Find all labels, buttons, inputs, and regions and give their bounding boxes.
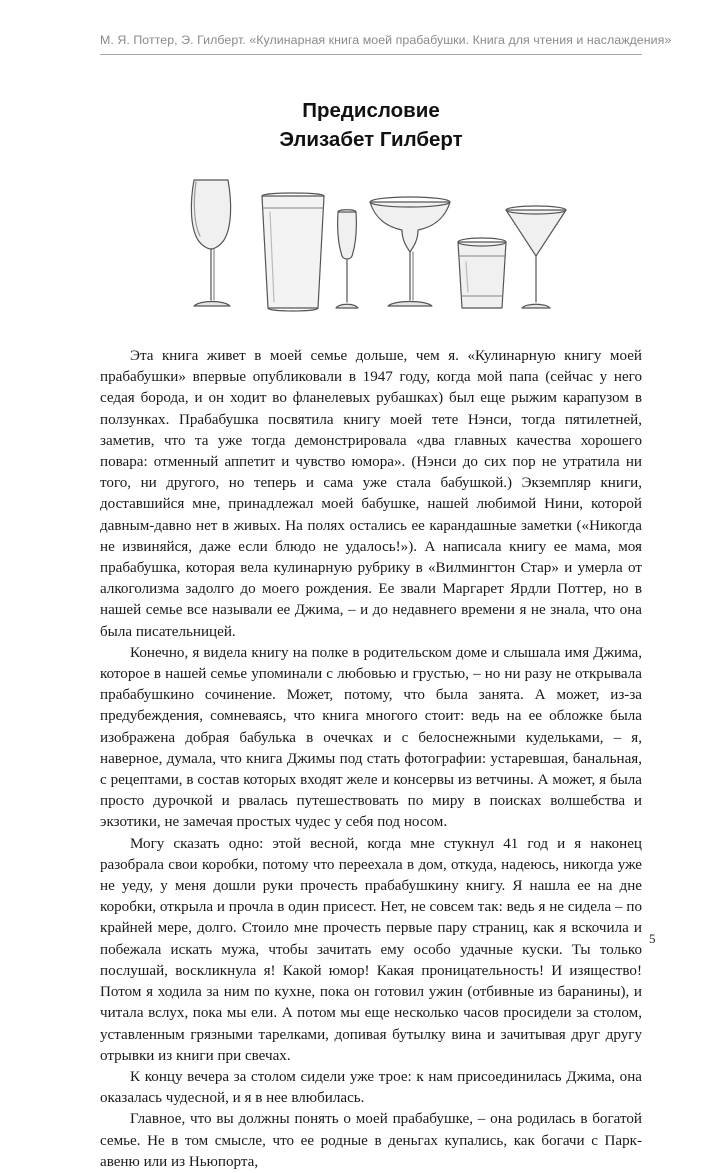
page-number: 5: [649, 931, 656, 946]
chapter-title-line-2: Элизабет Гилберт: [279, 128, 463, 151]
body-text: [100, 346, 642, 1173]
flute-glass-icon: [336, 210, 358, 308]
chapter-title-line-1: Предисловие: [302, 99, 440, 122]
paragraph: Главное, что вы должны понять о моей прабабушке, – она родилась в богатой семье. Не в том смысле, что ее родные в деньгах купались, как богачи с Парк-авеню или из Ньюпорта,: [100, 1111, 642, 1170]
chapter-title: [100, 96, 642, 154]
paragraph: Могу сказать одно: этой весной, когда мне стукнул 41 год и я наконец разобрала свои коробки, потому что переехала в дом, откуда, надеюсь, никогда уже не уеду, у меня дошли руки прочесть прабабушкину книгу. Я нашла ее на дне коробки, открыла и прочла в один присест. Нет, не совсем так: ведь я не сидела – по крайней мере, долго. Стоило мне прочесть первые пару страниц, как я вскочила и побежала искать мужа, чтобы зачитать ему особо удачные куски. Ты только послушай, воскликнула я! Какой юмор! Какая проницательность! И изящество! Потом я ходила за ним по кухне, пока он готовил ужин (отбивные из баранины), и читала вслух, пока мы ели. А потом мы еще несколько часов просидели за столом, уставленным грязными тарелками, допивая бутылку вина и зачитывая друг другу отрывки из книги при свечах.: [100, 835, 642, 1064]
wine-glass-icon: [191, 180, 230, 306]
running-header: М. Я. Поттер, Э. Гилберт. «Кулинарная книга моей прабабушки. Книга для чтения и наслаждения»: [100, 33, 672, 47]
paragraph: К концу вечера за столом сидели уже трое: к нам присоединилась Джима, она оказалась чудесной, и я в нее влюбилась.: [100, 1068, 642, 1107]
martini-glass-icon: [506, 206, 566, 308]
margarita-glass-icon: [370, 197, 450, 306]
highball-glass-icon: [262, 193, 324, 311]
paragraph: Конечно, я видела книгу на полке в родительском доме и слышала имя Джима, которое в нашей семье упоминали с любовью и грустью, – но ни разу не открывала прабабушкино сочинение. Может, потому, что была занята. А может, из-за предубеждения, сомневаясь, что книга многого стоит: ведь на ее обложке была изображена добрая бабулька в очечках и с белоснежными кудельками, – я, наверное, думала, что книга Джимы под стать фотографии: устаревшая, банальная, с рецептами, в состав которых входят желе и консервы из ветчины. А может, я была просто дурочкой и рвалась путешествовать по миру в поисках волшебства и экзотики, не замечая простых чудес у себя под носом.: [100, 644, 642, 831]
paragraph: Эта книга живет в моей семье дольше, чем я. «Кулинарную книгу моей прабабушки» впервые опубликовали в 1947 году, когда мой папа (сейчас у него седая борода, и он ходит во фланелевых рубашках) был еще рыжим карапузом в ползунках. Прабабушка посвятила книгу моей тете Нэнси, тогда пятилетней, заметив, что та уже тогда демонстрировала «два главных качества хорошего повара: отменный аппетит и чувство юмора». (Нэнси до сих пор не утратила ни того, ни другого, но теперь и сама уже стала бабушкой.) Экземпляр книги, доставшийся мне, принадлежал моей бабушке, нашей любимой Нини, которой давным-давно нет в живых. На полях остались ее карандашные заметки («Никогда не извиняйся, даже если блюдо не удалось!»). А написала книгу ее мама, моя прабабушка, которая вела кулинарную рубрику в «Вилмингтон Стар» и умерла от алкоголизма задолго до моего рождения. Ее звали Маргарет Ярдли Поттер, но в нашей семье все называли ее Джима, – и до недавнего времени я не знала, что она была писательницей.: [100, 348, 642, 640]
rocks-glass-icon: [458, 238, 506, 308]
glassware-illustration: [180, 172, 570, 314]
header-divider: [100, 54, 642, 55]
